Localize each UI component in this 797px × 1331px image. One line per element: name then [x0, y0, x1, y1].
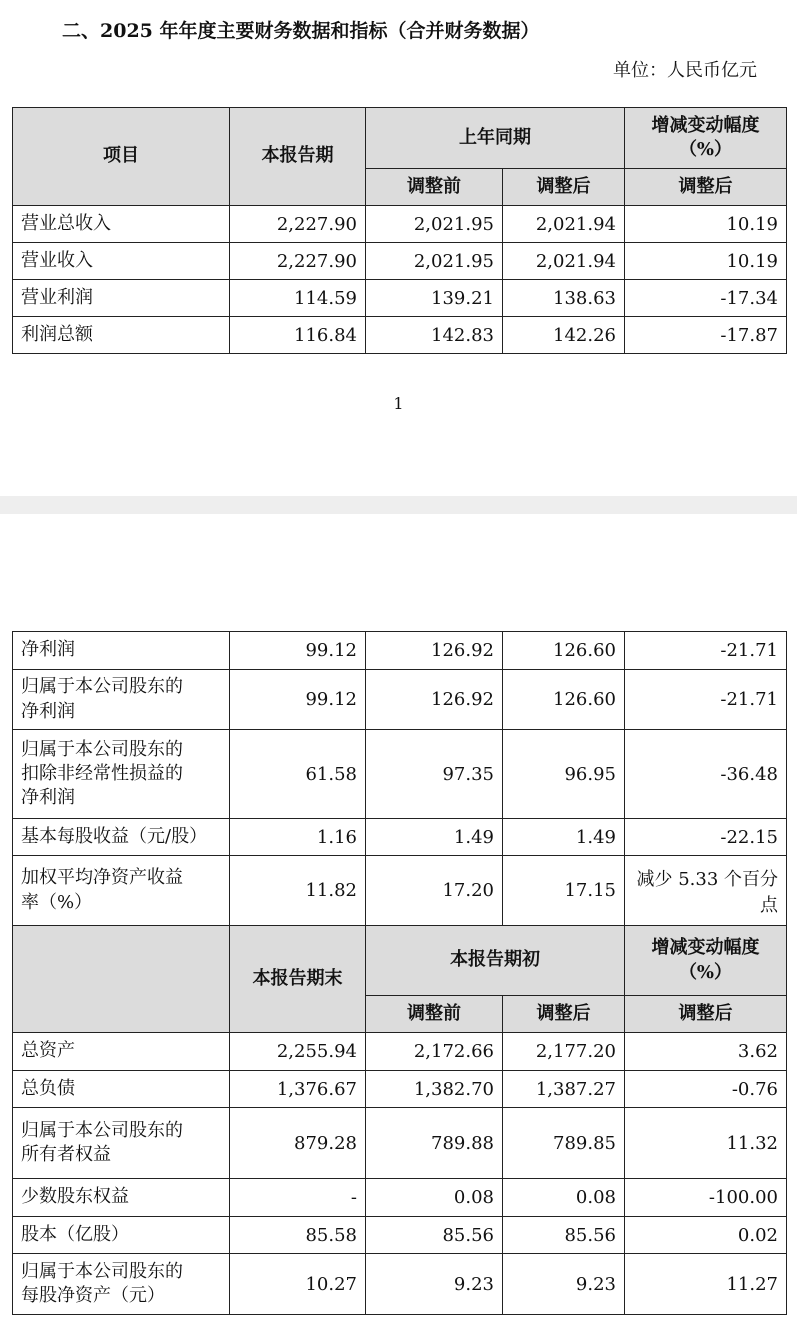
header-prior-period: 上年同期: [366, 108, 625, 169]
cell-after: 138.63: [503, 280, 625, 317]
cell-change: -17.34: [625, 280, 787, 317]
header-after-adjust-2: 调整后: [503, 996, 625, 1033]
cell-after: 2,021.94: [503, 243, 625, 280]
header-period-begin: 本报告期初: [366, 926, 625, 996]
table-row: [13, 730, 787, 819]
cell-before: 142.83: [366, 317, 503, 354]
table-row: [13, 206, 787, 243]
row-label-line: 每股净资产（元）: [21, 1285, 165, 1306]
header-item-blank: [13, 926, 230, 1033]
table-row: [13, 856, 787, 926]
row-label: [13, 730, 230, 819]
row-label-line: 总资产: [21, 1040, 75, 1062]
cell-after: 2,177.20: [503, 1033, 625, 1071]
cell-after: 789.85: [503, 1108, 625, 1179]
table-row: [13, 1071, 787, 1108]
cell-after: 142.26: [503, 317, 625, 354]
cell-before: 2,021.95: [366, 243, 503, 280]
cell-after: 9.23: [503, 1254, 625, 1315]
cell-change: 11.32: [625, 1108, 787, 1179]
table-row: [13, 1254, 787, 1315]
row-label: [13, 1071, 230, 1108]
header-change-2-line1: 增减变动幅度: [651, 937, 760, 959]
cell-after: 1.49: [503, 819, 625, 856]
table-row: [13, 1033, 787, 1071]
row-label-line: 归属于本公司股东的: [21, 738, 183, 760]
cell-before: 126.92: [366, 670, 503, 730]
cell-change: 0.02: [625, 1217, 787, 1254]
table-row: [13, 243, 787, 280]
cell-current: 11.82: [230, 856, 366, 926]
row-label: [13, 1179, 230, 1217]
cell-change: -36.48: [625, 730, 787, 819]
cell-before: 2,021.95: [366, 206, 503, 243]
cell-before: 17.20: [366, 856, 503, 926]
cell-current: 99.12: [230, 632, 366, 670]
cell-after: 126.60: [503, 632, 625, 670]
page-break: [0, 496, 797, 514]
header-change: [625, 108, 787, 169]
cell-current: 2,227.90: [230, 206, 366, 243]
row-label-line: 加权平均净资产收益: [21, 867, 183, 889]
cell-after: 17.15: [503, 856, 625, 926]
cell-current: 1.16: [230, 819, 366, 856]
table-row: [13, 317, 787, 354]
row-label: [13, 670, 230, 730]
table-row: [13, 280, 787, 317]
cell-after: 2,021.94: [503, 206, 625, 243]
cell-change: 10.19: [625, 243, 787, 280]
cell-current: 879.28: [230, 1108, 366, 1179]
cell-change: 11.27: [625, 1254, 787, 1315]
cell-change: -21.71: [625, 670, 787, 730]
row-label: [13, 1033, 230, 1071]
row-label: 营业利润: [13, 280, 230, 317]
cell-current: 2,227.90: [230, 243, 366, 280]
row-label-line: 扣除非经常性损益的: [21, 762, 183, 784]
financial-table-1: [12, 107, 787, 354]
row-label-line: 净利润: [21, 787, 75, 809]
cell-current: 99.12: [230, 670, 366, 730]
cell-change: -21.71: [625, 632, 787, 670]
header-change-line2: （%）: [678, 139, 733, 160]
table-row: [13, 632, 787, 670]
cell-after: 126.60: [503, 670, 625, 730]
row-label-line: 净利润: [21, 639, 75, 661]
cell-change: -100.00: [625, 1179, 787, 1217]
header-change-2-line2: （%）: [678, 961, 733, 983]
table-row: [13, 819, 787, 856]
cell-before: 0.08: [366, 1179, 503, 1217]
row-label: [13, 1108, 230, 1179]
cell-change: -17.87: [625, 317, 787, 354]
cell-current: -: [230, 1179, 366, 1217]
row-label: [13, 1217, 230, 1254]
cell-before: 1.49: [366, 819, 503, 856]
row-label: [13, 819, 230, 856]
cell-current: 2,255.94: [230, 1033, 366, 1071]
header-before-adjust-2: 调整前: [366, 996, 503, 1033]
row-label-line: 股本（亿股）: [21, 1223, 129, 1245]
header-current-period: 本报告期: [230, 108, 366, 206]
cell-current: 61.58: [230, 730, 366, 819]
row-label: [13, 856, 230, 926]
row-label-line: 所有者权益: [21, 1144, 111, 1165]
cell-before: 789.88: [366, 1108, 503, 1179]
cell-before: 2,172.66: [366, 1033, 503, 1071]
footer-bar: [0, 1318, 797, 1331]
row-label: 营业总收入: [13, 206, 230, 243]
cell-before: 139.21: [366, 280, 503, 317]
cell-after: 85.56: [503, 1217, 625, 1254]
header-change-2: [625, 926, 787, 996]
cell-after: 0.08: [503, 1179, 625, 1217]
section-heading: 二、2025 年年度主要财务数据和指标（合并财务数据）: [62, 20, 540, 42]
unit-label: 单位：人民币亿元: [613, 60, 757, 81]
row-label: 营业收入: [13, 243, 230, 280]
cell-after: 96.95: [503, 730, 625, 819]
cell-after: 1,387.27: [503, 1071, 625, 1108]
table-row: [13, 1217, 787, 1254]
cell-before: 1,382.70: [366, 1071, 503, 1108]
row-label-line: 基本每股收益（元/股）: [21, 825, 208, 847]
header-change-after: 调整后: [625, 169, 787, 206]
row-label-line: 净利润: [21, 700, 75, 722]
cell-before: 97.35: [366, 730, 503, 819]
row-label: 利润总额: [13, 317, 230, 354]
row-label: [13, 632, 230, 670]
header-after-adjust: 调整后: [503, 169, 625, 206]
page-number: 1: [393, 394, 404, 413]
cell-before: 85.56: [366, 1217, 503, 1254]
row-label-line: 少数股东权益: [21, 1186, 129, 1208]
cell-current: 1,376.67: [230, 1071, 366, 1108]
header-before-adjust: 调整前: [366, 169, 503, 206]
row-label-line: 归属于本公司股东的: [21, 1260, 183, 1282]
cell-current: 114.59: [230, 280, 366, 317]
cell-current: 85.58: [230, 1217, 366, 1254]
header-item: 项目: [13, 108, 230, 206]
cell-current: 10.27: [230, 1254, 366, 1315]
cell-change: -0.76: [625, 1071, 787, 1108]
cell-change: -22.15: [625, 819, 787, 856]
row-label-line: 归属于本公司股东的: [21, 1119, 183, 1141]
cell-change: 10.19: [625, 206, 787, 243]
table-row: [13, 1179, 787, 1217]
cell-before: 126.92: [366, 632, 503, 670]
row-label-line: 归属于本公司股东的: [21, 676, 183, 698]
row-label-line: 率（%）: [21, 891, 93, 913]
cell-change: 减少 5.33 个百分点: [625, 856, 787, 926]
row-label-line: 总负债: [21, 1077, 75, 1099]
row-label: [13, 1254, 230, 1315]
cell-change: 3.62: [625, 1033, 787, 1071]
cell-current: 116.84: [230, 317, 366, 354]
financial-table-2: [12, 631, 787, 1315]
header-change-after-2: 调整后: [625, 996, 787, 1033]
cell-before: 9.23: [366, 1254, 503, 1315]
header-period-end: 本报告期末: [230, 926, 366, 1033]
table-row: [13, 670, 787, 730]
header-change-line1: 增减变动幅度: [651, 114, 760, 136]
table-row: [13, 1108, 787, 1179]
